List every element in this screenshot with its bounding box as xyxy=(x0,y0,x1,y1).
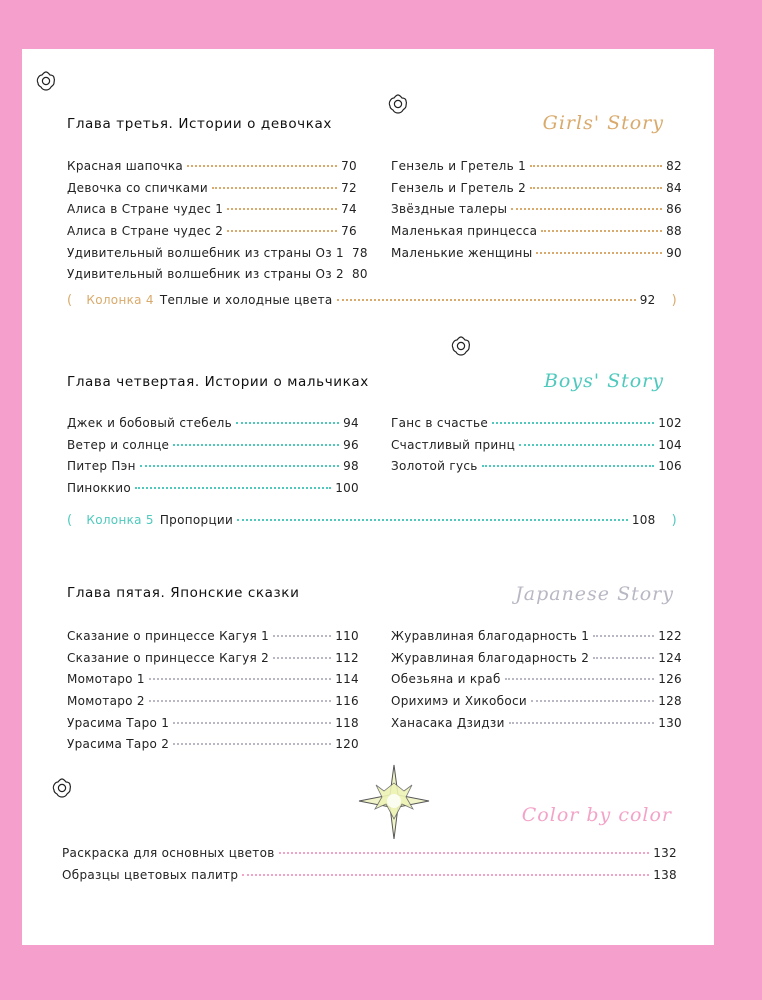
toc-entry-title: Ветер и солнце xyxy=(67,437,170,452)
dotted-leader xyxy=(593,635,654,637)
toc-entry-page: 138 xyxy=(653,867,677,882)
toc-entry xyxy=(67,267,368,289)
chapter3-right-list xyxy=(391,159,682,267)
toc-entry-page: 98 xyxy=(343,459,359,474)
chapter4-label: Boys' Story xyxy=(543,370,664,392)
dotted-leader xyxy=(541,230,662,232)
toc-entry xyxy=(67,481,359,503)
toc-entry xyxy=(62,846,677,868)
toc-entry-title: Маленькая принцесса xyxy=(391,224,538,239)
chapter4-title: Глава четвертая. Истории о мальчиках xyxy=(67,374,369,390)
toc-entry-page: 122 xyxy=(658,629,682,643)
dotted-leader xyxy=(531,700,654,702)
toc-entry xyxy=(391,459,682,481)
color-section-label: Color by color xyxy=(521,804,672,826)
dotted-leader xyxy=(279,852,650,854)
toc-entry-title: Гензель и Гретель 2 xyxy=(391,180,527,195)
toc-entry-title: Момотаро 1 xyxy=(67,672,145,687)
dotted-leader xyxy=(492,422,654,424)
toc-entry-title: Урасима Таро 1 xyxy=(67,715,170,730)
toc-entry-title: Красная шапочка xyxy=(67,159,184,173)
toc-entry xyxy=(67,202,357,224)
toc-entry-page: 78 xyxy=(351,245,368,260)
chapter4-column-row xyxy=(67,513,677,528)
dotted-leader xyxy=(173,743,331,745)
column-page: 108 xyxy=(631,513,656,527)
toc-entry-page: 110 xyxy=(335,629,359,643)
dotted-leader xyxy=(482,465,655,467)
toc-entry-title: Журавлиная благодарность 1 xyxy=(391,629,590,643)
toc-entry-title: Раскраска для основных цветов xyxy=(62,846,275,860)
toc-entry-page: 100 xyxy=(335,481,359,496)
toc-entry-page: 114 xyxy=(335,672,359,687)
toc-entry-page: 130 xyxy=(658,715,682,730)
toc-entry-page: 82 xyxy=(666,159,682,173)
toc-entry-page: 90 xyxy=(666,245,682,260)
toc-entry xyxy=(67,416,359,438)
toc-entry-page: 132 xyxy=(653,846,677,860)
flower-icon xyxy=(50,776,74,800)
toc-entry-page: 120 xyxy=(335,737,359,752)
dotted-leader xyxy=(530,187,662,189)
chapter3-title: Глава третья. Истории о девочках xyxy=(67,116,332,132)
dotted-leader xyxy=(536,252,662,254)
column-title: Теплые и холодные цвета xyxy=(159,293,333,307)
dotted-leader xyxy=(212,187,337,189)
toc-entry-page: 102 xyxy=(658,416,682,430)
toc-entry xyxy=(67,181,357,203)
toc-entry xyxy=(67,159,357,181)
open-paren: ( xyxy=(67,293,73,308)
toc-entry-page: 104 xyxy=(658,437,682,452)
toc-entry xyxy=(67,438,359,460)
toc-entry xyxy=(391,716,682,738)
toc-entry xyxy=(391,181,682,203)
toc-entry xyxy=(67,459,359,481)
toc-entry-page: 128 xyxy=(658,694,682,709)
dotted-leader xyxy=(135,487,331,489)
toc-entry-page: 118 xyxy=(335,715,359,730)
dotted-leader xyxy=(509,722,655,724)
dotted-leader xyxy=(236,422,339,424)
column-label: Колонка 4 xyxy=(86,293,154,307)
toc-entry xyxy=(391,246,682,268)
dotted-leader xyxy=(187,165,337,167)
toc-entry xyxy=(67,245,368,268)
toc-entry xyxy=(391,629,682,651)
chapter5-right-list xyxy=(391,629,682,737)
toc-entry xyxy=(62,868,677,890)
toc-entry-page: 88 xyxy=(666,224,682,239)
toc-entry xyxy=(67,224,357,246)
toc-entry-title: Орихимэ и Хикобоси xyxy=(391,694,527,709)
toc-entry-title: Ганс в счастье xyxy=(391,416,489,430)
chapter4-left-list xyxy=(67,416,359,503)
toc-entry xyxy=(391,159,682,181)
dotted-leader xyxy=(505,678,655,680)
dotted-leader xyxy=(237,519,628,521)
toc-entry xyxy=(391,672,682,694)
dotted-leader xyxy=(519,444,654,446)
toc-entry xyxy=(391,416,682,438)
sparkle-star-icon xyxy=(355,761,433,843)
chapter5-label: Japanese Story xyxy=(515,583,674,605)
dotted-leader xyxy=(242,874,649,876)
toc-entry-page: 80 xyxy=(351,267,368,282)
toc-entry xyxy=(67,716,359,738)
toc-entry-title: Образцы цветовых палитр xyxy=(62,867,239,882)
toc-entry-page: 126 xyxy=(658,672,682,687)
dotted-leader xyxy=(149,700,331,702)
toc-entry-page: 116 xyxy=(335,694,359,709)
toc-entry xyxy=(67,651,359,673)
flower-icon xyxy=(34,69,58,93)
dotted-leader xyxy=(149,678,331,680)
toc-entry-page: 96 xyxy=(343,437,359,452)
toc-entry-page: 94 xyxy=(343,416,359,430)
toc-entry-title: Алиса в Стране чудес 1 xyxy=(67,202,224,217)
dotted-leader xyxy=(273,657,331,659)
toc-entry-title: Счастливый принц xyxy=(391,437,516,452)
toc-entry-title: Питер Пэн xyxy=(67,459,136,474)
column-title: Пропорции xyxy=(159,513,234,527)
toc-entry xyxy=(67,694,359,716)
close-paren: ) xyxy=(671,513,677,528)
color-section-list xyxy=(62,846,677,889)
chapter5-left-list xyxy=(67,629,359,759)
dotted-leader xyxy=(173,444,339,446)
chapter3-label: Girls' Story xyxy=(542,112,664,134)
dotted-leader xyxy=(173,722,331,724)
flower-icon xyxy=(449,334,473,358)
chapter3-column-row xyxy=(67,293,677,308)
dotted-leader xyxy=(337,299,636,301)
dotted-leader xyxy=(140,465,339,467)
toc-entry-title: Удивительный волшебник из страны Оз 2 xyxy=(67,267,344,282)
toc-entry-page: 84 xyxy=(666,180,682,195)
dotted-leader xyxy=(227,230,337,232)
toc-entry-page: 72 xyxy=(341,180,357,195)
close-paren: ) xyxy=(671,293,677,308)
dotted-leader xyxy=(227,208,337,210)
toc-entry xyxy=(391,438,682,460)
chapter3-left-list xyxy=(67,159,368,289)
toc-entry-title: Маленькие женщины xyxy=(391,245,533,260)
toc-entry xyxy=(391,224,682,246)
page xyxy=(22,49,714,945)
chapter5-title: Глава пятая. Японские сказки xyxy=(67,585,300,601)
toc-entry-page: 112 xyxy=(335,650,359,665)
toc-entry-title: Урасима Таро 2 xyxy=(67,737,170,752)
toc-entry-title: Джек и бобовый стебель xyxy=(67,416,232,430)
column-page: 92 xyxy=(639,293,656,307)
toc-entry-page: 124 xyxy=(658,650,682,665)
open-paren: ( xyxy=(67,513,73,528)
toc-entry-page: 70 xyxy=(341,159,357,173)
toc-entry xyxy=(391,651,682,673)
toc-entry-title: Пиноккио xyxy=(67,481,132,496)
dotted-leader xyxy=(273,635,331,637)
dotted-leader xyxy=(593,657,654,659)
toc-entry-page: 76 xyxy=(341,224,357,239)
toc-entry xyxy=(67,737,359,759)
dotted-leader xyxy=(530,165,662,167)
toc-entry xyxy=(391,694,682,716)
toc-entry-title: Ханасака Дзидзи xyxy=(391,715,505,730)
toc-entry-title: Девочка со спичками xyxy=(67,180,208,195)
toc-entry xyxy=(391,202,682,224)
toc-entry-page: 106 xyxy=(658,459,682,474)
toc-entry-title: Журавлиная благодарность 2 xyxy=(391,650,590,665)
toc-entry-page: 86 xyxy=(666,202,682,217)
toc-entry-title: Звёздные талеры xyxy=(391,202,508,217)
column-label: Колонка 5 xyxy=(86,513,154,527)
toc-entry-title: Сказание о принцессе Кагуя 2 xyxy=(67,650,270,665)
dotted-leader xyxy=(511,208,662,210)
toc-entry-title: Сказание о принцессе Кагуя 1 xyxy=(67,629,270,643)
toc-entry-title: Момотаро 2 xyxy=(67,694,145,709)
toc-entry xyxy=(67,672,359,694)
chapter4-right-list xyxy=(391,416,682,481)
flower-icon xyxy=(386,92,410,116)
toc-entry-title: Обезьяна и краб xyxy=(391,672,501,687)
toc-entry-title: Алиса в Стране чудес 2 xyxy=(67,224,224,239)
toc-entry-title: Золотой гусь xyxy=(391,459,478,474)
toc-entry xyxy=(67,629,359,651)
toc-entry-page: 74 xyxy=(341,202,357,217)
toc-entry-title: Гензель и Гретель 1 xyxy=(391,159,527,173)
toc-entry-title: Удивительный волшебник из страны Оз 1 xyxy=(67,245,344,260)
